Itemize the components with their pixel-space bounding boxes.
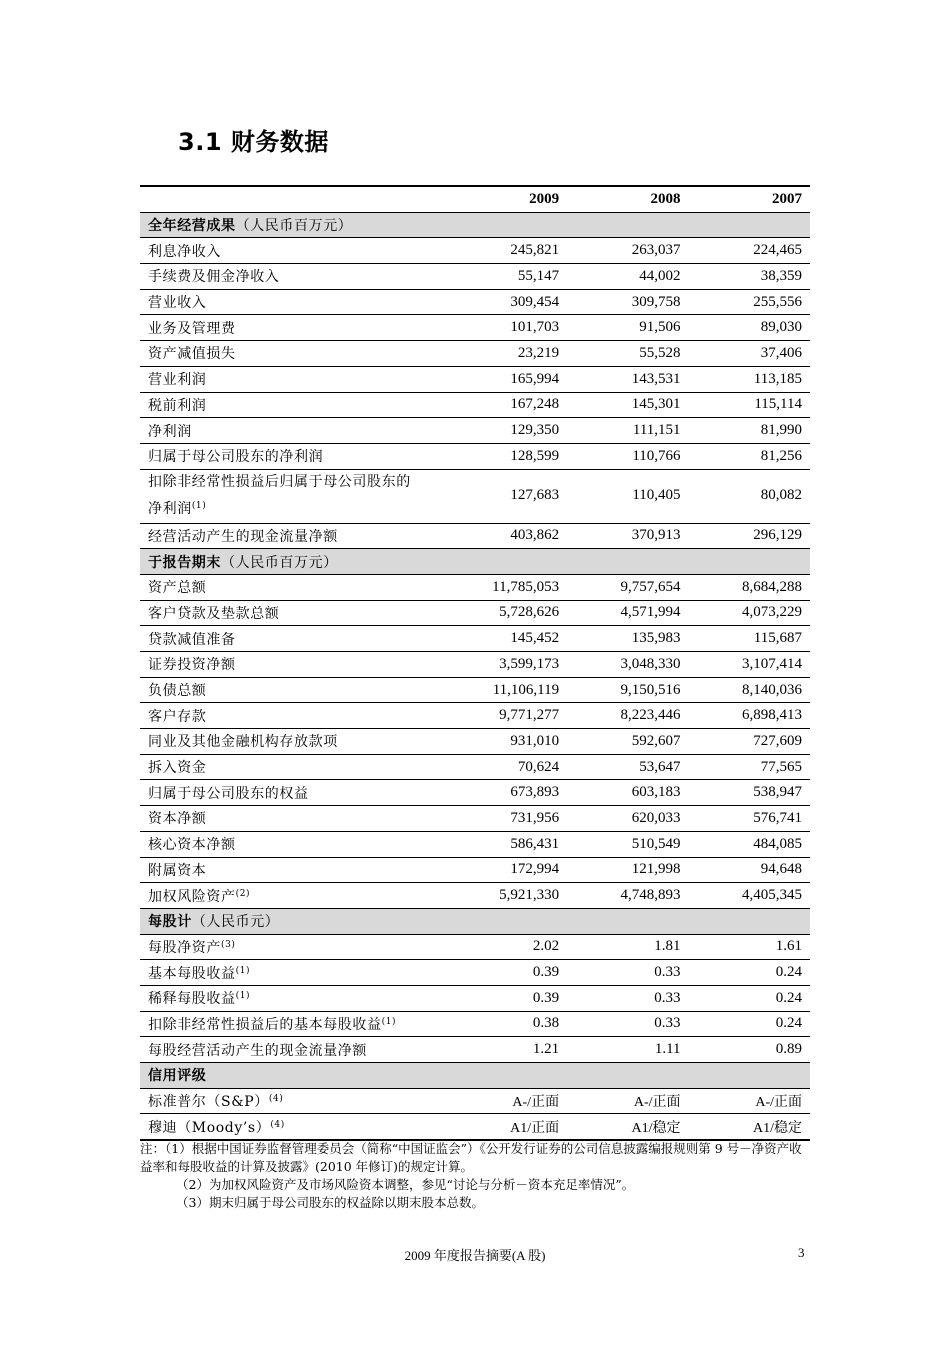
section-heading-row: [140, 212, 810, 238]
value-cell-2007: 113,185: [689, 366, 810, 392]
value-cell-2009: 11,106,119: [446, 677, 567, 703]
value-cell-2008: 4,748,893: [567, 883, 688, 909]
value-cell-2007: 727,609: [689, 729, 810, 755]
row-label: [140, 341, 446, 367]
footnote-2: （2）为加权风险资产及市场风险资本调整，参见“讨论与分析－资本充足率情况”。: [176, 1177, 635, 1192]
table-row: [140, 1011, 810, 1037]
value-cell-2009: 172,994: [446, 857, 567, 883]
row-label-text: 归属于母公司股东的净利润: [148, 449, 324, 466]
value-cell-2009: 931,010: [446, 729, 567, 755]
row-label-text: 归属于母公司股东的权益: [148, 785, 309, 802]
row-label-text: 扣除非经常性损益后归属于母公司股东的: [148, 473, 411, 490]
table-row: [140, 392, 810, 418]
row-label-text: 营业收入: [148, 295, 207, 312]
table-row: [140, 831, 810, 857]
table-row: [140, 626, 810, 652]
value-cell-2008: 135,983: [567, 626, 688, 652]
footnotes: [140, 1140, 810, 1212]
value-cell-2007: 255,556: [689, 289, 810, 315]
footnote-marker: (1): [235, 991, 251, 1002]
value-cell-2009: 145,452: [446, 626, 567, 652]
value-cell-2008: 9,757,654: [567, 574, 688, 600]
value-cell-2009: 167,248: [446, 392, 567, 418]
value-cell-2009: 731,956: [446, 806, 567, 832]
value-cell-2009: 0.39: [446, 985, 567, 1011]
value-cell-2008: 1.11: [567, 1037, 688, 1063]
value-cell-2007: 4,073,229: [689, 600, 810, 626]
row-label-text: 稀释每股收益: [148, 991, 236, 1008]
header-year-2008: 2008: [567, 186, 688, 212]
section-heading-unit: （人民币百万元）: [235, 218, 353, 235]
value-cell-2008: 370,913: [567, 523, 688, 549]
value-cell-2008: 8,223,446: [567, 703, 688, 729]
value-cell-2009: 1.21: [446, 1037, 567, 1063]
row-label: [140, 469, 446, 523]
financial-data-table: [140, 185, 810, 1141]
table-row: [140, 315, 810, 341]
row-label: [140, 831, 446, 857]
section-heading: [140, 1063, 810, 1089]
page-number: 3: [798, 1245, 805, 1260]
table-row: [140, 729, 810, 755]
value-cell-2009: 3,599,173: [446, 652, 567, 678]
value-cell-2007: 484,085: [689, 831, 810, 857]
value-cell-2009: A-/正面: [446, 1088, 567, 1114]
value-cell-2009: 5,921,330: [446, 883, 567, 909]
row-label-text: 证券投资净额: [148, 657, 236, 674]
value-cell-2007: 37,406: [689, 341, 810, 367]
value-cell-2009: 129,350: [446, 418, 567, 444]
row-label: [140, 677, 446, 703]
footnote-marker: (1): [191, 500, 207, 511]
row-label-text: 扣除非经常性损益后的基本每股收益: [148, 1016, 382, 1033]
value-cell-2008: 510,549: [567, 831, 688, 857]
value-cell-2007: 0.24: [689, 960, 810, 986]
value-cell-2009: 9,771,277: [446, 703, 567, 729]
table-row: [140, 469, 810, 523]
footnote-1: 注：（1）根据中国证券监督管理委员会（简称“中国证监会”）《公开发行证券的公司信息披露编报规则第 9 号－净资产收益率和每股收益的计算及披露》(2010 年修订)的规定计算。: [140, 1141, 802, 1174]
value-cell-2009: 2.02: [446, 934, 567, 960]
section-heading-title: 于报告期末: [148, 554, 221, 571]
row-label: [140, 883, 446, 909]
table-row: [140, 985, 810, 1011]
section-heading-title: 全年经营成果: [148, 218, 236, 235]
value-cell-2009: 55,147: [446, 264, 567, 290]
row-label: [140, 392, 446, 418]
value-cell-2009: 586,431: [446, 831, 567, 857]
table-row: [140, 574, 810, 600]
row-label: [140, 857, 446, 883]
section-heading: [140, 549, 810, 575]
table-row: [140, 238, 810, 264]
table-row: [140, 289, 810, 315]
section-heading: [140, 908, 810, 934]
value-cell-2008: 44,002: [567, 264, 688, 290]
value-cell-2008: 9,150,516: [567, 677, 688, 703]
row-label: [140, 780, 446, 806]
value-cell-2007: 576,741: [689, 806, 810, 832]
section-heading-row: [140, 549, 810, 575]
row-label: [140, 238, 446, 264]
value-cell-2007: 0.24: [689, 985, 810, 1011]
row-label: [140, 960, 446, 986]
row-label-text: 每股经营活动产生的现金流量净额: [148, 1042, 367, 1059]
row-label: [140, 418, 446, 444]
table-row: [140, 754, 810, 780]
table-row: [140, 934, 810, 960]
row-label-text: 手续费及佣金净收入: [148, 269, 280, 286]
row-label-text: 客户贷款及垫款总额: [148, 605, 280, 622]
value-cell-2008: 1.81: [567, 934, 688, 960]
value-cell-2008: 4,571,994: [567, 600, 688, 626]
row-label: [140, 934, 446, 960]
row-label: [140, 366, 446, 392]
footer-title: 2009 年度报告摘要(A 股): [404, 1248, 546, 1263]
row-label-text: 穆迪（Moody’s）: [148, 1119, 271, 1136]
table-row: [140, 960, 810, 986]
row-label-text: 业务及管理费: [148, 320, 236, 337]
table-row: [140, 1114, 810, 1140]
row-label-text: 标准普尔（S&P）: [148, 1094, 269, 1111]
value-cell-2007: 115,114: [689, 392, 810, 418]
table-row: [140, 418, 810, 444]
footnote-marker: (3): [221, 939, 236, 950]
table-row: [140, 264, 810, 290]
header-label-cell: [140, 186, 446, 212]
value-cell-2007: 81,256: [689, 443, 810, 469]
table-row: [140, 703, 810, 729]
section-heading-title: 每股计: [148, 914, 192, 931]
value-cell-2008: 145,301: [567, 392, 688, 418]
row-label: [140, 626, 446, 652]
value-cell-2007: 0.24: [689, 1011, 810, 1037]
value-cell-2007: 3,107,414: [689, 652, 810, 678]
value-cell-2008: 55,528: [567, 341, 688, 367]
value-cell-2007: 8,684,288: [689, 574, 810, 600]
value-cell-2007: 6,898,413: [689, 703, 810, 729]
value-cell-2008: 110,405: [567, 469, 688, 523]
row-label-text: 核心资本净额: [148, 837, 236, 854]
value-cell-2008: 53,647: [567, 754, 688, 780]
value-cell-2007: 94,648: [689, 857, 810, 883]
table-row: [140, 652, 810, 678]
row-label: [140, 315, 446, 341]
row-label: [140, 754, 446, 780]
row-label: [140, 1011, 446, 1037]
value-cell-2009: A1/正面: [446, 1114, 567, 1140]
value-cell-2009: 309,454: [446, 289, 567, 315]
value-cell-2009: 165,994: [446, 366, 567, 392]
value-cell-2009: 245,821: [446, 238, 567, 264]
row-label-text: 净利润: [148, 423, 192, 440]
value-cell-2007: 4,405,345: [689, 883, 810, 909]
table-row: [140, 366, 810, 392]
row-label-text: 加权风险资产: [148, 888, 236, 905]
row-label: [140, 703, 446, 729]
row-label: [140, 729, 446, 755]
table-row: [140, 857, 810, 883]
value-cell-2007: 0.89: [689, 1037, 810, 1063]
value-cell-2007: A-/正面: [689, 1088, 810, 1114]
footnote-marker: (4): [270, 1119, 285, 1130]
value-cell-2007: 8,140,036: [689, 677, 810, 703]
value-cell-2007: 296,129: [689, 523, 810, 549]
row-label-text: 每股净资产: [148, 939, 221, 956]
table-header-row: [140, 186, 810, 212]
row-label: [140, 289, 446, 315]
value-cell-2008: 620,033: [567, 806, 688, 832]
value-cell-2009: 128,599: [446, 443, 567, 469]
value-cell-2009: 0.38: [446, 1011, 567, 1037]
value-cell-2008: 0.33: [567, 1011, 688, 1037]
table-row: [140, 443, 810, 469]
row-label-text: 经营活动产生的现金流量净额: [148, 528, 338, 545]
row-label: [140, 985, 446, 1011]
header-year-2007: 2007: [689, 186, 810, 212]
value-cell-2008: 143,531: [567, 366, 688, 392]
table-row: [140, 883, 810, 909]
value-cell-2007: 115,687: [689, 626, 810, 652]
footnote-marker: (4): [268, 1094, 284, 1105]
value-cell-2007: 224,465: [689, 238, 810, 264]
table-row: [140, 600, 810, 626]
table-row: [140, 677, 810, 703]
value-cell-2008: 3,048,330: [567, 652, 688, 678]
row-label-text: 客户存款: [148, 708, 207, 725]
value-cell-2008: 0.33: [567, 985, 688, 1011]
section-heading-unit: （人民币元）: [191, 914, 280, 931]
row-label-text: 同业及其他金融机构存放款项: [148, 734, 338, 751]
section-heading-row: [140, 1063, 810, 1089]
row-label-text: 附属资本: [148, 862, 207, 879]
value-cell-2007: 1.61: [689, 934, 810, 960]
value-cell-2009: 11,785,053: [446, 574, 567, 600]
footnote-marker: (2): [235, 888, 251, 899]
value-cell-2009: 127,683: [446, 469, 567, 523]
value-cell-2008: 309,758: [567, 289, 688, 315]
section-heading: [140, 212, 810, 238]
value-cell-2008: 592,607: [567, 729, 688, 755]
row-label-text: 资产减值损失: [148, 346, 236, 363]
section-heading-unit: （人民币百万元）: [221, 554, 338, 571]
row-label-text-line2: 净利润: [148, 500, 192, 517]
section-title: 3.1 财务数据: [178, 128, 329, 156]
row-label-text: 资产总额: [148, 580, 207, 597]
row-label: [140, 1088, 446, 1114]
section-heading-row: [140, 908, 810, 934]
value-cell-2007: 89,030: [689, 315, 810, 341]
row-label: [140, 574, 446, 600]
footnote-3: （3）期末归属于母公司股东的权益除以期末股本总数。: [176, 1195, 484, 1210]
value-cell-2007: A1/稳定: [689, 1114, 810, 1140]
row-label: [140, 443, 446, 469]
value-cell-2007: 538,947: [689, 780, 810, 806]
row-label: [140, 600, 446, 626]
value-cell-2009: 70,624: [446, 754, 567, 780]
row-label: [140, 1037, 446, 1063]
table-row: [140, 1037, 810, 1063]
value-cell-2009: 403,862: [446, 523, 567, 549]
value-cell-2008: 91,506: [567, 315, 688, 341]
table-row: [140, 1088, 810, 1114]
row-label-text: 基本每股收益: [148, 965, 236, 982]
value-cell-2008: A-/正面: [567, 1088, 688, 1114]
value-cell-2007: 81,990: [689, 418, 810, 444]
row-label: [140, 1114, 446, 1140]
row-label-text: 税前利润: [148, 397, 207, 414]
row-label: [140, 806, 446, 832]
table-row: [140, 806, 810, 832]
value-cell-2009: 101,703: [446, 315, 567, 341]
section-heading-title: 信用评级: [148, 1068, 207, 1085]
row-label: [140, 652, 446, 678]
table-row: [140, 523, 810, 549]
value-cell-2007: 38,359: [689, 264, 810, 290]
value-cell-2009: 5,728,626: [446, 600, 567, 626]
value-cell-2009: 673,893: [446, 780, 567, 806]
table-row: [140, 780, 810, 806]
footnote-marker: (1): [235, 965, 251, 976]
row-label-text: 负债总额: [148, 683, 207, 700]
value-cell-2007: 80,082: [689, 469, 810, 523]
row-label-text: 营业利润: [148, 372, 207, 389]
value-cell-2008: 603,183: [567, 780, 688, 806]
value-cell-2008: 111,151: [567, 418, 688, 444]
value-cell-2009: 0.39: [446, 960, 567, 986]
value-cell-2008: A1/稳定: [567, 1114, 688, 1140]
row-label-text: 贷款减值准备: [148, 631, 236, 648]
table-row: [140, 341, 810, 367]
header-year-2009: 2009: [446, 186, 567, 212]
value-cell-2008: 0.33: [567, 960, 688, 986]
row-label-text: 拆入资金: [148, 760, 207, 777]
row-label-text: 资本净额: [148, 811, 207, 828]
row-label-text: 利息净收入: [148, 243, 221, 260]
value-cell-2009: 23,219: [446, 341, 567, 367]
value-cell-2007: 77,565: [689, 754, 810, 780]
value-cell-2008: 110,766: [567, 443, 688, 469]
footnote-marker: (1): [381, 1016, 397, 1027]
row-label: [140, 264, 446, 290]
value-cell-2008: 263,037: [567, 238, 688, 264]
value-cell-2008: 121,998: [567, 857, 688, 883]
row-label: [140, 523, 446, 549]
